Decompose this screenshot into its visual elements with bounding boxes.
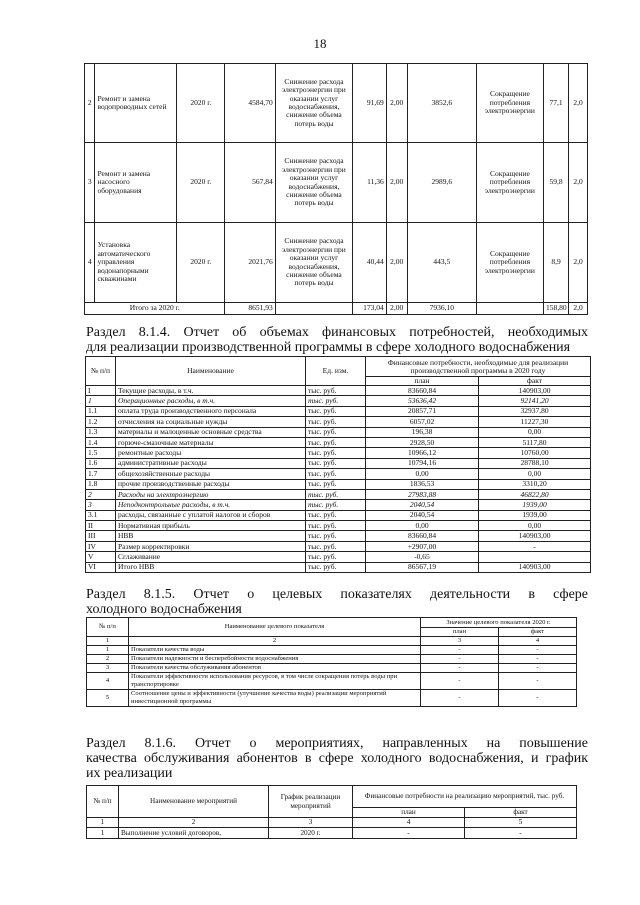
col-header-plan: план <box>421 628 499 637</box>
measure-effect-2: Сокращение потребления электроэнергии <box>476 143 543 223</box>
total-value: 2,0 <box>569 303 588 315</box>
measure-cost: 567,84 <box>225 143 275 223</box>
row-fact: 140903,00 <box>479 531 591 541</box>
row-fact: 1939,00 <box>479 500 591 510</box>
col-header-num: № п/п <box>87 618 129 637</box>
service-measures-table <box>86 785 577 839</box>
row-plan: 0,00 <box>366 469 479 479</box>
col-header-schedule: График реализации мероприятий <box>269 786 353 818</box>
measure-year: 2020 г. <box>177 64 225 143</box>
section-8-1-5-heading <box>86 587 588 617</box>
col-number: 1 <box>87 818 119 828</box>
table-row <box>86 489 591 499</box>
row-fact: 1939,00 <box>479 510 591 520</box>
row-name: Сглаживание <box>116 552 306 562</box>
table-row <box>87 828 577 839</box>
row-number: II <box>86 521 116 531</box>
col-header-name: Наименование <box>116 357 306 386</box>
row-unit: тыс. руб. <box>306 406 366 416</box>
table-row <box>86 479 591 489</box>
col-header-fin: Финансовые потребности, необходимые для реализации производственной программы в 2020 году <box>366 357 591 377</box>
col-header-name: Наименование целевого показателя <box>129 618 421 637</box>
row-fact: 0,00 <box>479 427 591 437</box>
row-number: 4 <box>85 223 95 303</box>
row-plan: 86567,19 <box>366 562 479 572</box>
row-number: 2 <box>87 655 129 664</box>
row-number: 2 <box>86 489 116 499</box>
total-value: 7936,10 <box>407 303 476 315</box>
row-name: отчисления на социальные нужды <box>116 417 306 427</box>
section-8-1-4-heading <box>86 325 588 355</box>
section-8-1-6-heading <box>86 736 588 781</box>
value-cell: 91,69 <box>353 64 387 143</box>
row-unit: тыс. руб. <box>306 417 366 427</box>
empty-cell <box>476 303 543 315</box>
row-unit: тыс. руб. <box>306 396 366 406</box>
row-name: Итого НВВ <box>116 562 306 572</box>
row-plan: 2040,54 <box>366 500 479 510</box>
indicator-name: Показатели надежности и бесперебойности водоснабжения <box>129 655 421 664</box>
total-value: 2,00 <box>386 303 407 315</box>
row-unit: тыс. руб. <box>306 552 366 562</box>
measure-cost: 2021,76 <box>225 223 275 303</box>
row-unit: тыс. руб. <box>306 448 366 458</box>
measure-plan: - <box>353 828 465 839</box>
row-name: оплата труда производственного персонала <box>116 406 306 416</box>
col-number: 2 <box>119 818 269 828</box>
row-unit: тыс. руб. <box>306 469 366 479</box>
row-fact: 0,00 <box>479 469 591 479</box>
table-row <box>86 510 591 520</box>
col-header-fact: факт <box>479 377 591 386</box>
col-header-num: № п/п <box>86 357 116 386</box>
measure-name: Выполнение условий договоров, <box>119 828 269 839</box>
total-label: Итого за 2020 г. <box>85 303 225 315</box>
row-unit: тыс. руб. <box>306 489 366 499</box>
row-plan: 2040,54 <box>366 510 479 520</box>
row-fact: 140903,00 <box>479 562 591 572</box>
row-name: Расходы на электроэнергию <box>116 489 306 499</box>
row-unit: тыс. руб. <box>306 531 366 541</box>
row-name: горюче-смазочные материалы <box>116 437 306 447</box>
table-row <box>86 396 591 406</box>
col-header-fact: факт <box>465 808 577 818</box>
table-row <box>86 552 591 562</box>
row-number: 1.8 <box>86 479 116 489</box>
row-plan: 83660,84 <box>366 531 479 541</box>
row-unit: тыс. руб. <box>306 437 366 447</box>
row-fact <box>479 552 591 562</box>
table-row <box>87 664 577 673</box>
row-plan: 2928,50 <box>366 437 479 447</box>
indicator-name: Показатели качества воды <box>129 646 421 655</box>
value-cell: 8,9 <box>543 223 568 303</box>
row-name: прочие производственные расходы <box>116 479 306 489</box>
row-number: 3 <box>85 143 95 223</box>
col-header-value: Значение целевого показателя 2020 г. <box>421 618 577 628</box>
measure-effect-2: Сокращение потребления электроэнергии <box>476 223 543 303</box>
row-number: 1.6 <box>86 458 116 468</box>
table-row <box>87 673 577 690</box>
row-plan: 6057,02 <box>366 417 479 427</box>
row-name: общехозяйственные расходы <box>116 469 306 479</box>
heading-line: Раздел 8.1.5. Отчет о целевых показателях деятельности в сфере <box>86 587 588 602</box>
row-fact: 11227,30 <box>479 417 591 427</box>
row-plan: 53636,42 <box>366 396 479 406</box>
row-number: 1.4 <box>86 437 116 447</box>
value-cell: 2,0 <box>569 223 588 303</box>
table-row <box>86 386 591 396</box>
row-number: 1.1 <box>86 406 116 416</box>
row-unit: тыс. руб. <box>306 479 366 489</box>
row-fact: 92141,20 <box>479 396 591 406</box>
table-row <box>86 406 591 416</box>
row-number: VI <box>86 562 116 572</box>
indicator-fact: - <box>499 646 577 655</box>
row-number: 5 <box>87 690 129 707</box>
table-row <box>86 500 591 510</box>
row-unit: тыс. руб. <box>306 541 366 551</box>
row-number: 1.5 <box>86 448 116 458</box>
col-number: 4 <box>353 818 465 828</box>
value-cell: 2,0 <box>569 143 588 223</box>
value-cell: 59,8 <box>543 143 568 223</box>
value-cell: 2,00 <box>386 64 407 143</box>
measure-name: Установка автоматического управления водонапорными скважинами <box>95 223 177 303</box>
row-plan: 196,38 <box>366 427 479 437</box>
row-fact: 0,00 <box>479 521 591 531</box>
row-number: 1 <box>86 396 116 406</box>
page-number: 18 <box>313 36 327 51</box>
row-name: Нормативная прибыль <box>116 521 306 531</box>
value-cell: 2,0 <box>569 64 588 143</box>
row-number: V <box>86 552 116 562</box>
table-row <box>86 458 591 468</box>
indicator-fact: - <box>499 673 577 690</box>
table-row <box>86 562 591 572</box>
heading-line: Раздел 8.1.6. Отчет о мероприятиях, направленных на повышение <box>86 736 588 751</box>
indicator-name: Соотношение цены и эффективности (улучшение качества воды) реализации мероприятий инвестиционной программы <box>129 690 421 707</box>
measure-fact: - <box>465 828 577 839</box>
total-value: 173,04 <box>353 303 387 315</box>
measure-cost: 4584,70 <box>225 64 275 143</box>
table-row <box>85 64 588 143</box>
measure-schedule: 2020 г. <box>269 828 353 839</box>
row-name: Операционные расходы, в т.ч. <box>116 396 306 406</box>
indicator-name: Показатели эффективности использования ресурсов, в том числе сокращения потерь воды при транспортировке <box>129 673 421 690</box>
row-plan: 83660,84 <box>366 386 479 396</box>
value-cell: 77,1 <box>543 64 568 143</box>
row-name: Неподконтрольные расходы, в т.ч. <box>116 500 306 510</box>
indicator-fact: - <box>499 655 577 664</box>
row-number: 3 <box>87 664 129 673</box>
measure-effect: Снижение расхода электроэнергии при оказании услуг водоснабжения, снижение объема потерь воды <box>275 223 353 303</box>
target-indicators-table <box>86 617 577 707</box>
row-number: 1 <box>87 828 119 839</box>
row-fact: 5117,80 <box>479 437 591 447</box>
row-fact: 46822,80 <box>479 489 591 499</box>
heading-line: качества обслуживания абонентов в сфере холодного водоснабжения, и график <box>86 751 588 766</box>
col-number: 2 <box>129 637 421 646</box>
table-row <box>86 437 591 447</box>
row-number: 3 <box>86 500 116 510</box>
row-name: материалы и малоценные основные средства <box>116 427 306 437</box>
measure-effect-2: Сокращение потребления электроэнергии <box>476 64 543 143</box>
value-cell: 40,44 <box>353 223 387 303</box>
col-header-unit: Ед. изм. <box>306 357 366 386</box>
col-number: 4 <box>499 637 577 646</box>
row-number: I <box>86 386 116 396</box>
indicator-plan: - <box>421 690 499 707</box>
measure-year: 2020 г. <box>177 143 225 223</box>
row-fact: 140903,00 <box>479 386 591 396</box>
indicator-plan: - <box>421 655 499 664</box>
row-number: 1.7 <box>86 469 116 479</box>
table-row <box>86 541 591 551</box>
row-unit: тыс. руб. <box>306 458 366 468</box>
row-fact: 10760,00 <box>479 448 591 458</box>
col-header-plan: план <box>353 808 465 818</box>
indicator-plan: - <box>421 664 499 673</box>
heading-line: холодного водоснабжения <box>86 602 242 617</box>
row-fact: - <box>479 541 591 551</box>
col-header-num: № п/п <box>87 786 119 818</box>
col-header-fin: Финансовые потребности на реализацию мероприятий, тыс. руб. <box>353 786 577 808</box>
total-cost: 8651,93 <box>225 303 275 315</box>
row-plan: 1836,53 <box>366 479 479 489</box>
col-header-plan: план <box>366 377 479 386</box>
row-plan: 20857,71 <box>366 406 479 416</box>
table-row <box>86 448 591 458</box>
row-fact: 28788,10 <box>479 458 591 468</box>
row-plan: 0,00 <box>366 521 479 531</box>
indicator-fact: - <box>499 664 577 673</box>
table-row <box>86 417 591 427</box>
row-number: 1.2 <box>86 417 116 427</box>
indicator-plan: - <box>421 646 499 655</box>
table-row <box>85 223 588 303</box>
row-number: 2 <box>85 64 95 143</box>
measure-effect: Снижение расхода электроэнергии при оказании услуг водоснабжения, снижение объема потерь воды <box>275 143 353 223</box>
row-unit: тыс. руб. <box>306 427 366 437</box>
row-name: расходы, связанные с уплатой налогов и сборов <box>116 510 306 520</box>
empty-cell <box>275 303 353 315</box>
row-number: 1.3 <box>86 427 116 437</box>
row-unit: тыс. руб. <box>306 510 366 520</box>
measure-effect: Снижение расхода электроэнергии при оказании услуг водоснабжения, снижение объема потерь воды <box>275 64 353 143</box>
value-cell: 11,36 <box>353 143 387 223</box>
table-row <box>87 646 577 655</box>
value-cell: 443,5 <box>407 223 476 303</box>
row-number: IV <box>86 541 116 551</box>
table-row <box>87 690 577 707</box>
indicator-fact: - <box>499 690 577 707</box>
row-name: НВВ <box>116 531 306 541</box>
table-row <box>86 531 591 541</box>
heading-line: для реализации производственной программы в сфере холодного водоснабжения <box>86 340 571 355</box>
row-plan: 10966,12 <box>366 448 479 458</box>
col-number: 3 <box>269 818 353 828</box>
table-row <box>85 143 588 223</box>
row-unit: тыс. руб. <box>306 562 366 572</box>
measure-name: Ремонт и замена водопроводных сетей <box>95 64 177 143</box>
row-number: 1 <box>87 646 129 655</box>
measure-name: Ремонт и замена насосного оборудования <box>95 143 177 223</box>
col-number: 3 <box>421 637 499 646</box>
financial-needs-table <box>85 356 591 573</box>
row-fact: 3310,20 <box>479 479 591 489</box>
table-row <box>86 469 591 479</box>
heading-line: Раздел 8.1.4. Отчет об объемах финансовых потребностей, необходимых <box>86 325 588 340</box>
energy-measures-table <box>84 63 588 315</box>
value-cell: 2,00 <box>386 143 407 223</box>
total-row <box>85 303 588 315</box>
row-plan: +2907,00 <box>366 541 479 551</box>
row-plan: 10794,16 <box>366 458 479 468</box>
total-value: 158,80 <box>543 303 568 315</box>
heading-line: их реализации <box>86 766 173 781</box>
row-unit: тыс. руб. <box>306 521 366 531</box>
value-cell: 2,00 <box>386 223 407 303</box>
row-fact: 32937,80 <box>479 406 591 416</box>
row-number: 3.1 <box>86 510 116 520</box>
row-plan: 27983,88 <box>366 489 479 499</box>
value-cell: 2989,6 <box>407 143 476 223</box>
col-number: 5 <box>465 818 577 828</box>
col-number: 1 <box>87 637 129 646</box>
row-number: 4 <box>87 673 129 690</box>
table-row <box>86 521 591 531</box>
row-name: Текущие расходы, в т.ч. <box>116 386 306 396</box>
row-plan: -0,65 <box>366 552 479 562</box>
row-name: ремонтные расходы <box>116 448 306 458</box>
row-number: III <box>86 531 116 541</box>
col-header-fact: факт <box>499 628 577 637</box>
row-unit: тыс. руб. <box>306 386 366 396</box>
measure-year: 2020 г. <box>177 223 225 303</box>
row-unit: тыс. руб. <box>306 500 366 510</box>
row-name: административные расходы <box>116 458 306 468</box>
table-row <box>86 427 591 437</box>
indicator-name: Показатели качества обслуживания абонентов <box>129 664 421 673</box>
row-name: Размер корректировки <box>116 541 306 551</box>
col-header-name: Наименование мероприятий <box>119 786 269 818</box>
value-cell: 3852,6 <box>407 64 476 143</box>
indicator-plan: - <box>421 673 499 690</box>
table-row <box>87 655 577 664</box>
